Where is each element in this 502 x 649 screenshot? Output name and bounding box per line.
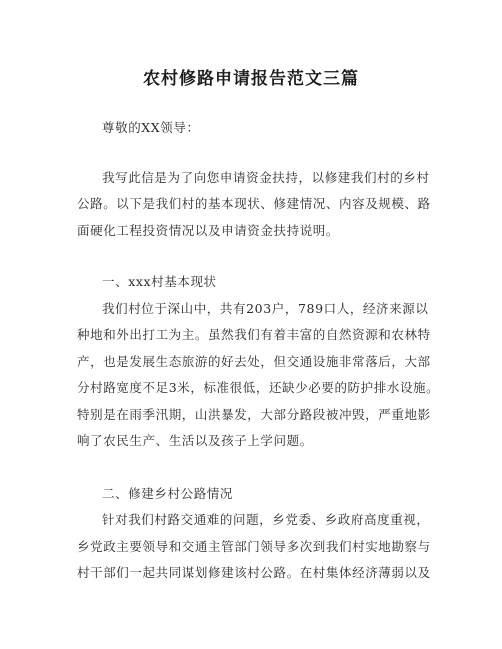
section1-line-4: 分村路宽度不足3米，标准很低，还缺少必要的防护排水设施。 (77, 380, 440, 395)
section1-line-3: 产，也是发展生态旅游的好去处，但交通设施非常落后，大部 (77, 354, 431, 369)
intro-line-3: 面硬化工程投资情况以及申请资金扶持说明。 (77, 223, 340, 238)
section2-line-3: 村干部们一起共同谋划修建该村公路。在村集体经济薄弱以及 (77, 565, 431, 580)
section1-line-5: 特别是在雨季汛期，山洪暴发，大部分路段被冲毁，严重地影 (77, 407, 431, 422)
salutation: 尊敬的XX领导： (102, 120, 200, 135)
section1-line-2: 种地和外出打工为主。虽然我们有着丰富的自然资源和农林特 (77, 327, 431, 342)
document-title: 农村修路申请报告范文三篇 (143, 69, 359, 89)
section1-heading: 一、xxx村基本现状 (102, 274, 217, 289)
section2-line-1: 针对我们村路交通难的问题，乡党委、乡政府高度重视， (102, 512, 430, 527)
section2-heading: 二、修建乡村公路情况 (102, 486, 234, 501)
intro-line-2: 公路。以下是我们村的基本现状、修建情况、内容及规模、路 (77, 196, 431, 211)
intro-line-1: 我写此信是为了向您申请资金扶持，以修建我们村的乡村 (102, 170, 430, 185)
section1-line-1: 我们村位于深山中，共有203户，789口人，经济来源以 (102, 301, 429, 316)
section1-line-6: 响了农民生产、生活以及孩子上学问题。 (77, 433, 313, 448)
section2-line-2: 乡党政主要领导和交通主管部门领导多次到我们村实地勘察与 (77, 539, 431, 554)
